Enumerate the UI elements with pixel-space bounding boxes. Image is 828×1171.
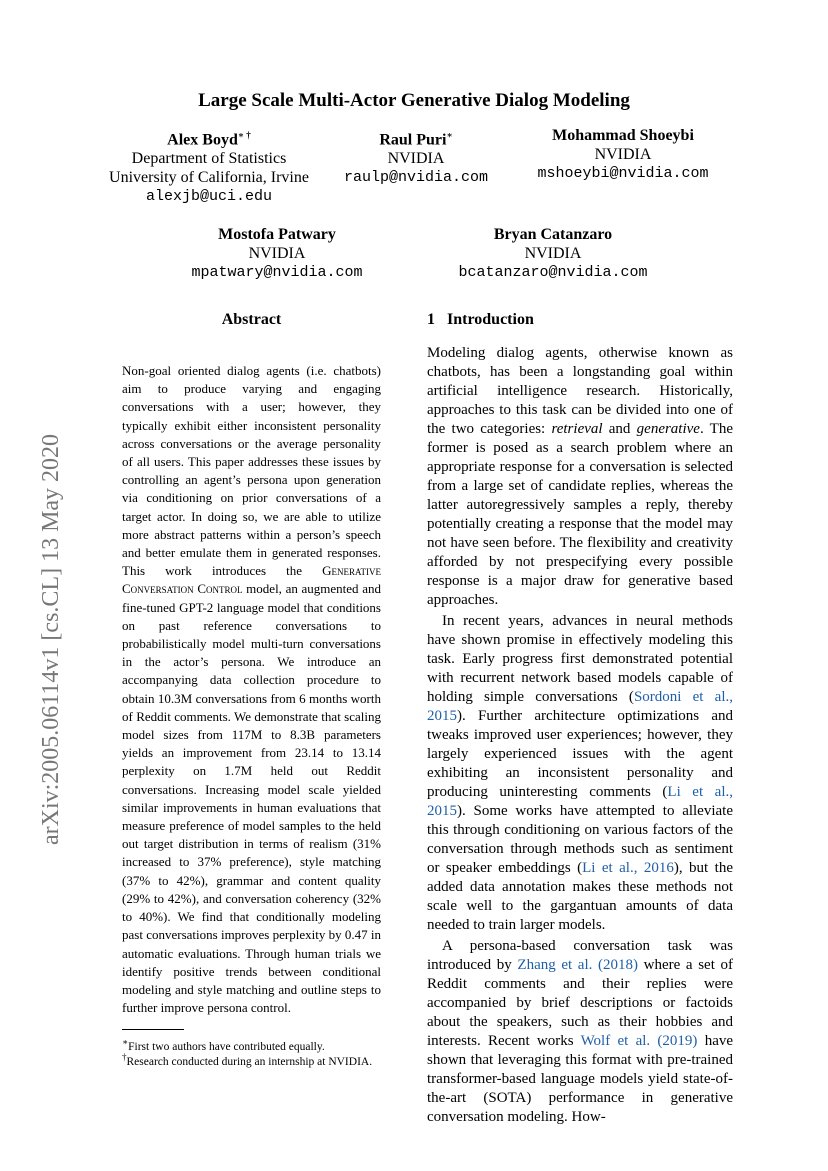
author-name: Mostofa Patwary (218, 226, 336, 243)
abstract-heading: Abstract (221, 311, 282, 328)
citation-link[interactable]: Sordoni et al., 2015 (427, 689, 734, 724)
author-email: bcatanzaro@nvidia.com (458, 264, 648, 281)
footnote-divider (122, 1029, 184, 1030)
citation-link[interactable]: Li et al., 2016 (582, 860, 674, 876)
author-email: mpatwary@nvidia.com (191, 264, 363, 281)
intro-paragraph: Modeling dialog agents, otherwise known as chatbots, has been a longstanding goal within artificial intelligence research. Historically, approaches to this task can be divided into one of the two categories: retrieval and generative. The former is posed as a search problem where an appropriate response for a conversation is selected from a large set of candidate replies, whereas the latter autoregressively samples a reply, thereby potentially creating a response that the model may not have seen before. The flexibility and creativity afforded by not prespecifying every possible response is a major draw for generative based approaches. (427, 345, 733, 608)
author-block (100, 126, 318, 206)
author-block (520, 126, 726, 183)
model-name: Generative Conversation Control (122, 563, 381, 597)
author-affiliation: University of California, Irvine (109, 169, 309, 187)
author-affiliation: NVIDIA (594, 146, 652, 163)
footnote (122, 1050, 422, 1070)
section-heading (427, 311, 534, 329)
author-name: Bryan Catanzaro (493, 226, 613, 243)
author-block (330, 126, 502, 187)
arxiv-identifier: arXiv:2005.06114v1 [cs.CL] 13 May 2020 (38, 433, 64, 845)
author-block (440, 225, 666, 282)
author-email: mshoeybi@nvidia.com (537, 165, 709, 182)
author-email: alexjb@uci.edu (145, 188, 273, 206)
author-name: Raul Puri (379, 131, 447, 149)
author-affiliation: Department of Statistics (131, 150, 287, 168)
intro-paragraph: A persona-based conversation task was introduced by Zhang et al. (2018) where a set of Reddit comments and their replies were accompanied by brief descriptions or factoids about the speakers, such as their hobbies and interests. Recent works Wolf et al. (2019) have shown that leveraging this format with pre-trained transformer-based language models yield state-of-the-art (SOTA) performance in generative conversation modeling. How- (427, 938, 734, 1125)
abstract-text: Non-goal oriented dialog agents (i.e. chatbots) aim to produce varying and engaging conversations with a user; however, they typically exhibit either inconsistent personality across conversations or the average personality of all users. This paper addresses these issues by controlling an agent’s persona upon generation via conditioning on prior conversations of a target actor. In doing so, we are able to utilize more abstract patterns within a person’s speech and better emulate them in generated responses. This work introduces the (122, 363, 381, 579)
citation-link[interactable]: Li et al., 2015 (427, 784, 733, 819)
author-name: Alex Boyd (167, 131, 238, 149)
footnote-mark: † (122, 1052, 127, 1062)
introduction-body (427, 344, 733, 1127)
abstract-body (122, 362, 381, 1017)
author-email: raulp@nvidia.com (343, 169, 489, 187)
author-mark: ∗ (446, 130, 453, 140)
author-affiliation: NVIDIA (387, 150, 445, 168)
intro-paragraph: In recent years, advances in neural methods have shown promise in effectively modeling this task. Early progress first demonstrated potential with recurrent network based models capable of holding simple conversations (Sordoni et al., 2015). Further architecture optimizations and tweaks improved user experiences; however, they largely experienced issues with the agent exhibiting an inconsistent personality and producing uninteresting comments (Li et al., 2015). Some works have attempted to alleviate this through conditioning on various factors of the conversation through methods such as sentiment or speaker embeddings (Li et al., 2016), but the added data annotation makes these methods not scale well to the gargantuan amounts of data needed to train larger models. (427, 613, 734, 933)
paper-title: Large Scale Multi-Actor Generative Dialog Modeling (198, 90, 630, 111)
section-number: 1 (427, 311, 435, 328)
author-affiliation: NVIDIA (524, 245, 582, 262)
abstract-paragraph (122, 362, 381, 1017)
citation-link[interactable]: Wolf et al. (2019) (580, 1033, 698, 1049)
footnote-text: First two authors have contributed equally. (128, 1040, 325, 1053)
author-mark: ∗ † (237, 130, 251, 140)
section-title: Introduction (447, 311, 534, 328)
author-name: Mohammad Shoeybi (552, 127, 694, 144)
citation-link[interactable]: Zhang et al. (2018) (517, 957, 639, 973)
author-block (170, 225, 384, 282)
abstract-text: model, an augmented and fine-tuned GPT-2 language model that conditions on past reference conversations to probabilistically model multi-turn conversations in the actor’s persona. We introduce an accompanying data collection procedure to obtain 10.3M conversations from 6 months worth of Reddit comments. We demonstrate that scaling model sizes from 117M to 8.3B parameters yields an improvement from 23.14 to 13.14 perplexity on 1.7M held out Reddit conversations. Increasing model scale yielded similar improvements in human evaluations that measure preference of model samples to the held out target distribution in terms of realism (31% increased to 37% preference), style matching (37% to 42%), grammar and content quality (29% to 42%), and conversation coherency (32% to 40%). We find that conditionally modeling past conversations improves perplexity by 0.47 in automatic evaluations. Through human trials we identify positive trends between conditional modeling and style matching and outline steps to further improve persona control. (122, 581, 381, 1016)
footnote-text: Research conducted during an internship at NVIDIA. (126, 1055, 373, 1068)
author-affiliation: NVIDIA (248, 245, 306, 262)
footnote-mark: ∗ (122, 1037, 129, 1047)
